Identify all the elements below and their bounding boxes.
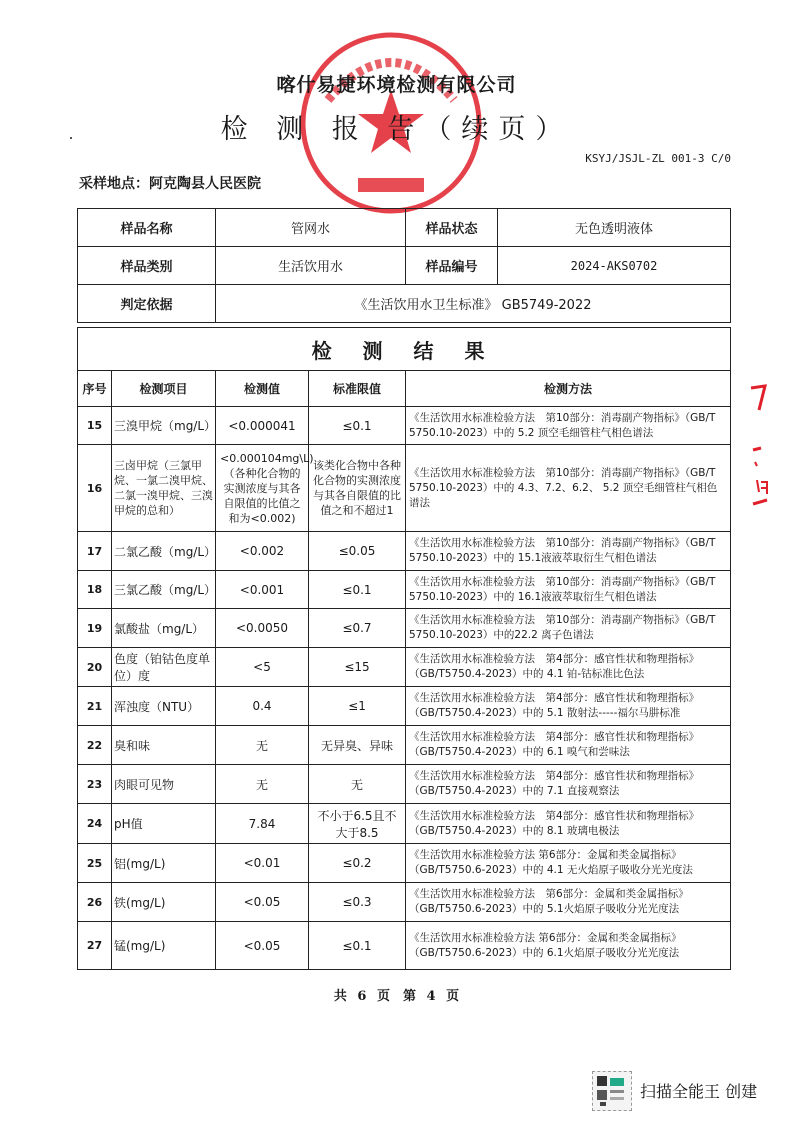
edge-seal-fragment <box>745 380 775 510</box>
col-header-value: 检测值 <box>216 371 309 407</box>
result-value: <0.001 <box>216 571 309 609</box>
result-method: 《生活饮用水标准检验方法 第10部分：消毒副产物指标》（GB/T 5750.10-2023）中的 16.1液液萃取衍生气相色谱法 <box>406 571 731 609</box>
result-no: 16 <box>78 445 112 532</box>
results-table <box>77 327 731 970</box>
watermark-label: 扫描全能王 创建 <box>640 1082 758 1101</box>
result-item: 氯酸盐（mg/L） <box>112 609 216 648</box>
result-method: 《生活饮用水标准检验方法 第4部分：感官性状和物理指标》（GB/T5750.4-2023）中的 7.1 直接观察法 <box>406 765 731 804</box>
results-header-row <box>78 371 731 407</box>
result-item: 肉眼可见物 <box>112 765 216 804</box>
result-row <box>78 648 731 687</box>
result-value: <5 <box>216 648 309 687</box>
sample-type-value: 生活饮用水 <box>216 247 406 285</box>
result-limit: ≤0.3 <box>309 883 406 922</box>
col-header-item: 检测项目 <box>112 371 216 407</box>
result-method: 《生活饮用水标准检验方法 第4部分：感官性状和物理指标》（GB/T5750.4-2023）中的 5.1 散射法-----福尔马肼标准 <box>406 687 731 726</box>
col-header-method: 检测方法 <box>406 371 731 407</box>
result-no: 22 <box>78 726 112 765</box>
result-limit: 无 <box>309 765 406 804</box>
result-item: 三卤甲烷（三氯甲烷、一氯二溴甲烷、二氯一溴甲烷、三溴甲烷的总和） <box>112 445 216 532</box>
result-row <box>78 804 731 844</box>
sampling-site <box>79 173 261 193</box>
result-limit: ≤0.05 <box>309 532 406 571</box>
result-value: 0.4 <box>216 687 309 726</box>
result-no: 19 <box>78 609 112 648</box>
result-item: 铁(mg/L) <box>112 883 216 922</box>
info-row <box>78 247 731 285</box>
result-value: <0.0050 <box>216 609 309 648</box>
result-limit: ≤0.1 <box>309 922 406 970</box>
result-method: 《生活饮用水标准检验方法 第6部分：金属和类金属指标》（GB/T5750.6-2023）中的 6.1火焰原子吸收分光光度法 <box>406 922 731 970</box>
result-method: 《生活饮用水标准检验方法 第4部分：感官性状和物理指标》（GB/T5750.4-2023）中的 6.1 嗅气和尝味法 <box>406 726 731 765</box>
result-limit: 不小于6.5且不大于8.5 <box>309 804 406 844</box>
sampling-site-value: 阿克陶县人民医院 <box>149 176 261 192</box>
result-method: 《生活饮用水标准检验方法 第4部分：感官性状和物理指标》（GB/T5750.4-2023）中的 8.1 玻璃电极法 <box>406 804 731 844</box>
result-limit: ≤0.2 <box>309 844 406 883</box>
document-code: KSYJ/JSJL-ZL 001-3 C/0 <box>585 152 731 165</box>
results-title-row <box>78 328 731 371</box>
report-title: 检 测 报 告（续页） <box>220 114 573 145</box>
result-method: 《生活饮用水标准检验方法 第10部分：消毒副产物指标》（GB/T 5750.10-2023）中的 15.1液液萃取衍生气相色谱法 <box>406 532 731 571</box>
result-limit: 无异臭、异味 <box>309 726 406 765</box>
result-value: 无 <box>216 765 309 804</box>
basis-value: 《生活饮用水卫生标准》 GB5749-2022 <box>216 285 731 323</box>
result-row <box>78 445 731 532</box>
result-value: 无 <box>216 726 309 765</box>
result-item: 浑浊度（NTU） <box>112 687 216 726</box>
result-row <box>78 532 731 571</box>
result-row <box>78 687 731 726</box>
sample-name-label: 样品名称 <box>78 209 216 247</box>
sample-id-value: 2024-AKS0702 <box>498 247 731 285</box>
result-value: 7.84 <box>216 804 309 844</box>
sample-name-value: 管网水 <box>216 209 406 247</box>
result-row <box>78 407 731 445</box>
result-value: <0.05 <box>216 883 309 922</box>
sample-type-label: 样品类别 <box>78 247 216 285</box>
result-no: 18 <box>78 571 112 609</box>
result-value: <0.01 <box>216 844 309 883</box>
result-method: 《生活饮用水标准检验方法 第10部分：消毒副产物指标》（GB/T 5750.10-2023）中的 5.2 顶空毛细管柱气相色谱法 <box>406 407 731 445</box>
result-value: <0.000041 <box>216 407 309 445</box>
result-limit: ≤15 <box>309 648 406 687</box>
result-no: 27 <box>78 922 112 970</box>
sampling-site-label: 采样地点： <box>79 176 149 192</box>
result-no: 26 <box>78 883 112 922</box>
result-limit: ≤0.7 <box>309 609 406 648</box>
result-item: 三氯乙酸（mg/L） <box>112 571 216 609</box>
camscanner-watermark <box>592 1071 792 1109</box>
result-row <box>78 571 731 609</box>
sample-info-table <box>77 208 731 323</box>
result-method: 《生活饮用水标准检验方法 第4部分：感官性状和物理指标》（GB/T5750.4-2023）中的 4.1 铂-钴标准比色法 <box>406 648 731 687</box>
result-no: 21 <box>78 687 112 726</box>
info-row <box>78 209 731 247</box>
basis-label: 判定依据 <box>78 285 216 323</box>
result-item: 臭和味 <box>112 726 216 765</box>
info-row <box>78 285 731 323</box>
result-limit: ≤0.1 <box>309 407 406 445</box>
result-row <box>78 922 731 970</box>
result-no: 15 <box>78 407 112 445</box>
qr-code-icon <box>592 1071 632 1111</box>
sample-id-label: 样品编号 <box>406 247 498 285</box>
result-item: pH值 <box>112 804 216 844</box>
scan-speck <box>70 137 72 139</box>
sample-state-value: 无色透明液体 <box>498 209 731 247</box>
result-item: 三溴甲烷（mg/L） <box>112 407 216 445</box>
result-item: 锰(mg/L) <box>112 922 216 970</box>
result-row <box>78 844 731 883</box>
col-header-limit: 标准限值 <box>309 371 406 407</box>
pagination: 共 6 页 第 4 页 <box>333 989 460 1004</box>
result-limit: ≤0.1 <box>309 571 406 609</box>
result-value: <0.002 <box>216 532 309 571</box>
result-no: 20 <box>78 648 112 687</box>
result-method: 《生活饮用水标准检验方法 第6部分：金属和类金属指标》（GB/T5750.6-2023）中的 5.1火焰原子吸收分光光度法 <box>406 883 731 922</box>
result-no: 25 <box>78 844 112 883</box>
result-method: 《生活饮用水标准检验方法 第10部分：消毒副产物指标》（GB/T 5750.10-2023）中的 4.3、7.2、6.2、 5.2 顶空毛细管柱气相色谱法 <box>406 445 731 532</box>
results-title: 检 测 结 果 <box>78 328 731 371</box>
results-body <box>78 407 731 970</box>
result-limit: ≤1 <box>309 687 406 726</box>
result-no: 24 <box>78 804 112 844</box>
result-row <box>78 883 731 922</box>
result-method: 《生活饮用水标准检验方法 第6部分：金属和类金属指标》（GB/T5750.6-2023）中的 4.1 无火焰原子吸收分光光度法 <box>406 844 731 883</box>
result-value: <0.000104mg\L)（各种化合物的实测浓度与其各自限值的比值之和为<0.002) <box>216 445 309 532</box>
result-row <box>78 765 731 804</box>
sample-state-label: 样品状态 <box>406 209 498 247</box>
result-row <box>78 726 731 765</box>
result-row <box>78 609 731 648</box>
result-no: 23 <box>78 765 112 804</box>
result-no: 17 <box>78 532 112 571</box>
result-item: 铝(mg/L) <box>112 844 216 883</box>
result-item: 色度（铂钴色度单位）度 <box>112 648 216 687</box>
result-method: 《生活饮用水标准检验方法 第10部分：消毒副产物指标》（GB/T 5750.10-2023）中的22.2 离子色谱法 <box>406 609 731 648</box>
result-item: 二氯乙酸（mg/L） <box>112 532 216 571</box>
result-value: <0.05 <box>216 922 309 970</box>
col-header-no: 序号 <box>78 371 112 407</box>
company-name: 喀什易捷环境检测有限公司 <box>276 74 517 96</box>
result-limit: 该类化合物中各种化合物的实测浓度与其各自限值的比值之和不超过1 <box>309 445 406 532</box>
